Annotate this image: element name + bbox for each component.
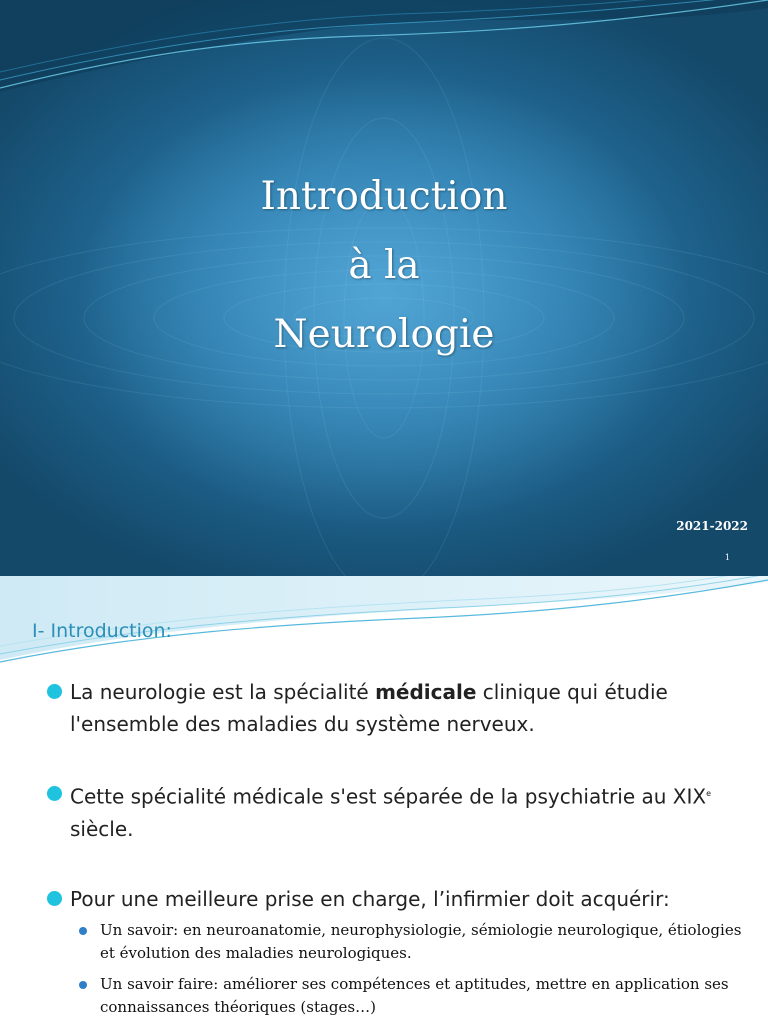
slide-title <box>0 162 768 369</box>
bullet1-text-end: clinique qui étudie l'ensemble des maladies du système nerveux. <box>70 680 668 736</box>
list-item <box>47 883 757 1019</box>
bullet1-bold-word: médicale <box>375 680 477 704</box>
title-line-2: à la <box>348 243 420 288</box>
bullet2-text-start: Cette spécialité médicale s'est séparée de la psychiatrie au XIX <box>70 784 707 809</box>
title-line-1: Introduction <box>260 174 508 219</box>
section-heading: I- Introduction: <box>32 620 172 642</box>
sub-bullet-dot-icon <box>79 981 87 989</box>
sub-bullet-dot-icon <box>79 927 87 935</box>
bullet2-superscript: e <box>706 789 711 798</box>
academic-year: 2021-2022 <box>676 519 748 533</box>
bullet-dot-icon <box>47 786 62 801</box>
bullet-dot-icon <box>47 891 62 906</box>
sub-bullet-list <box>70 919 757 1019</box>
sub-list-item <box>78 973 757 1019</box>
sub-item-text: Un savoir: en neuroanatomie, neurophysiologie, sémiologie neurologique, étiologies et évolution des maladies neurologiques. <box>100 920 742 962</box>
bullet3-text: Pour une meilleure prise en charge, l’infirmier doit acquérir: <box>70 886 670 911</box>
bullet2-text-end: siècle. <box>70 816 134 841</box>
bullet-list <box>47 676 757 1024</box>
list-item <box>47 676 757 740</box>
title-line-3: Neurologie <box>273 312 495 357</box>
slide-number: 1 <box>724 553 730 562</box>
sub-item-text: Un savoir faire: améliorer ses compétences et aptitudes, mettre en application ses connaissances théoriques (stages…) <box>100 974 729 1016</box>
list-item <box>47 778 757 845</box>
bullet-dot-icon <box>47 684 62 699</box>
sub-list-item <box>78 919 757 965</box>
bullet1-text-start: La neurologie est la spécialité <box>70 680 376 704</box>
content-slide <box>0 576 768 1024</box>
